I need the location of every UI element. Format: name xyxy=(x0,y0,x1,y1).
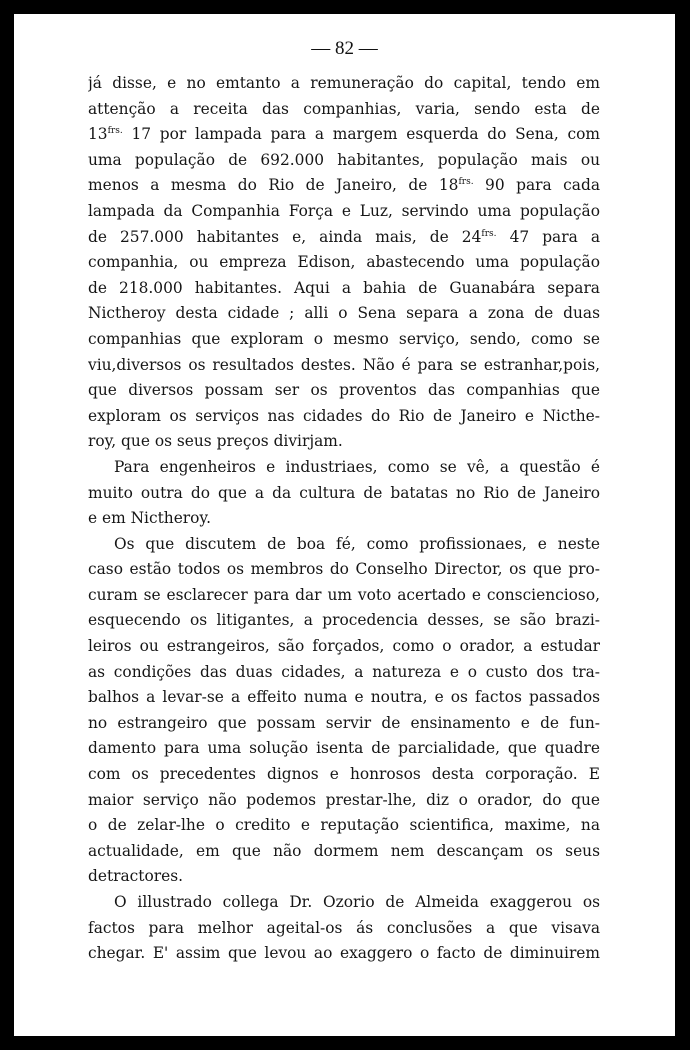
text-line: lampada da Companhia Força e Luz, servindo uma população xyxy=(88,201,600,220)
text-line: Para engenheiros e industriaes, como se vê, a questão é xyxy=(114,457,600,476)
body-text xyxy=(88,71,600,967)
text-line: actualidade, em que não dormem nem descançam os seus xyxy=(88,841,600,860)
superscript-francs: frs. xyxy=(481,228,497,239)
text-line: exploram os serviços nas cidades do Rio de Janeiro e Nicthe- xyxy=(88,406,600,425)
text-line: roy, que os seus preços divirjam. xyxy=(88,432,343,451)
text-line: de 218.000 habitantes. Aqui a bahia de Guanabára separa xyxy=(88,278,600,297)
text-line xyxy=(88,225,600,251)
text-line: viu,diversos os resultados destes. Não é para se estranhar,pois, xyxy=(88,355,600,374)
text-line: curam se esclarecer para dar um voto acertado e consciencioso, xyxy=(88,585,600,604)
superscript-francs: frs. xyxy=(458,177,474,188)
document-page xyxy=(14,14,675,1036)
text-line-start: de 257.000 habitantes e, ainda mais, de 24 xyxy=(88,227,482,246)
text-line: leiros ou estrangeiros, são forçados, como o orador, a estudar xyxy=(88,637,600,656)
text-line: Nictheroy desta cidade ; alli o Sena separa a zona de duas xyxy=(88,304,600,323)
text-line: companhias que exploram o mesmo serviço, sendo, como se xyxy=(88,329,600,348)
text-line-start: menos a mesma do Rio de Janeiro, de 18 xyxy=(88,176,459,195)
text-line: detractores. xyxy=(88,867,184,886)
text-line: o de zelar-lhe o credito e reputação scientifica, maxime, na xyxy=(88,816,600,835)
text-line-end: 47 para a xyxy=(496,227,600,246)
text-line: damento para uma solução isenta de parcialidade, que quadre xyxy=(88,739,600,758)
text-line: com os precedentes dignos e honrosos desta corporação. E xyxy=(88,765,600,784)
text-line: as condições das duas cidades, a natureza e o custo dos tra- xyxy=(88,662,600,681)
text-line xyxy=(88,122,600,148)
text-line: attenção a receita das companhias, varia, sendo esta de xyxy=(88,99,600,118)
text-line: Os que discutem de boa fé, como profissionaes, e neste xyxy=(114,534,600,553)
page-number: — 82 — xyxy=(311,38,378,59)
text-line: esquecendo os litigantes, a procedencia desses, se são brazi- xyxy=(88,611,600,630)
text-line: companhia, ou empreza Edison, abastecendo uma população xyxy=(88,253,600,272)
text-line: chegar. E' assim que levou ao exaggero o facto de diminuirem xyxy=(88,944,600,963)
text-line: uma população de 692.000 habitantes, população mais ou xyxy=(88,150,600,169)
text-line: que diversos possam ser os proventos das companhias que xyxy=(88,381,600,400)
text-line: e em Nictheroy. xyxy=(88,509,211,528)
superscript-francs: frs. xyxy=(107,126,123,137)
text-line-end: 17 por lampada para a margem esquerda do Sena, com xyxy=(122,125,600,144)
text-line: factos para melhor ageital-os ás conclusões a que visava xyxy=(88,918,600,937)
text-line: caso estão todos os membros do Conselho Director, os que pro- xyxy=(88,560,600,579)
text-line: no estrangeiro que possam servir de ensinamento e de fun- xyxy=(88,713,600,732)
text-line xyxy=(88,173,600,199)
text-line: balhos a levar-se a effeito numa e noutra, e os factos passados xyxy=(88,688,600,707)
text-line: O illustrado collega Dr. Ozorio de Almeida exaggerou os xyxy=(114,893,600,911)
text-line: maior serviço não podemos prestar-lhe, diz o orador, do que xyxy=(88,790,600,809)
text-line-start: 13 xyxy=(88,125,108,144)
text-line: já disse, e no emtanto a remuneração do capital, tendo em xyxy=(88,74,600,92)
text-line: muito outra do que a da cultura de batatas no Rio de Janeiro xyxy=(88,483,600,502)
text-line-end: 90 para cada xyxy=(473,176,600,195)
